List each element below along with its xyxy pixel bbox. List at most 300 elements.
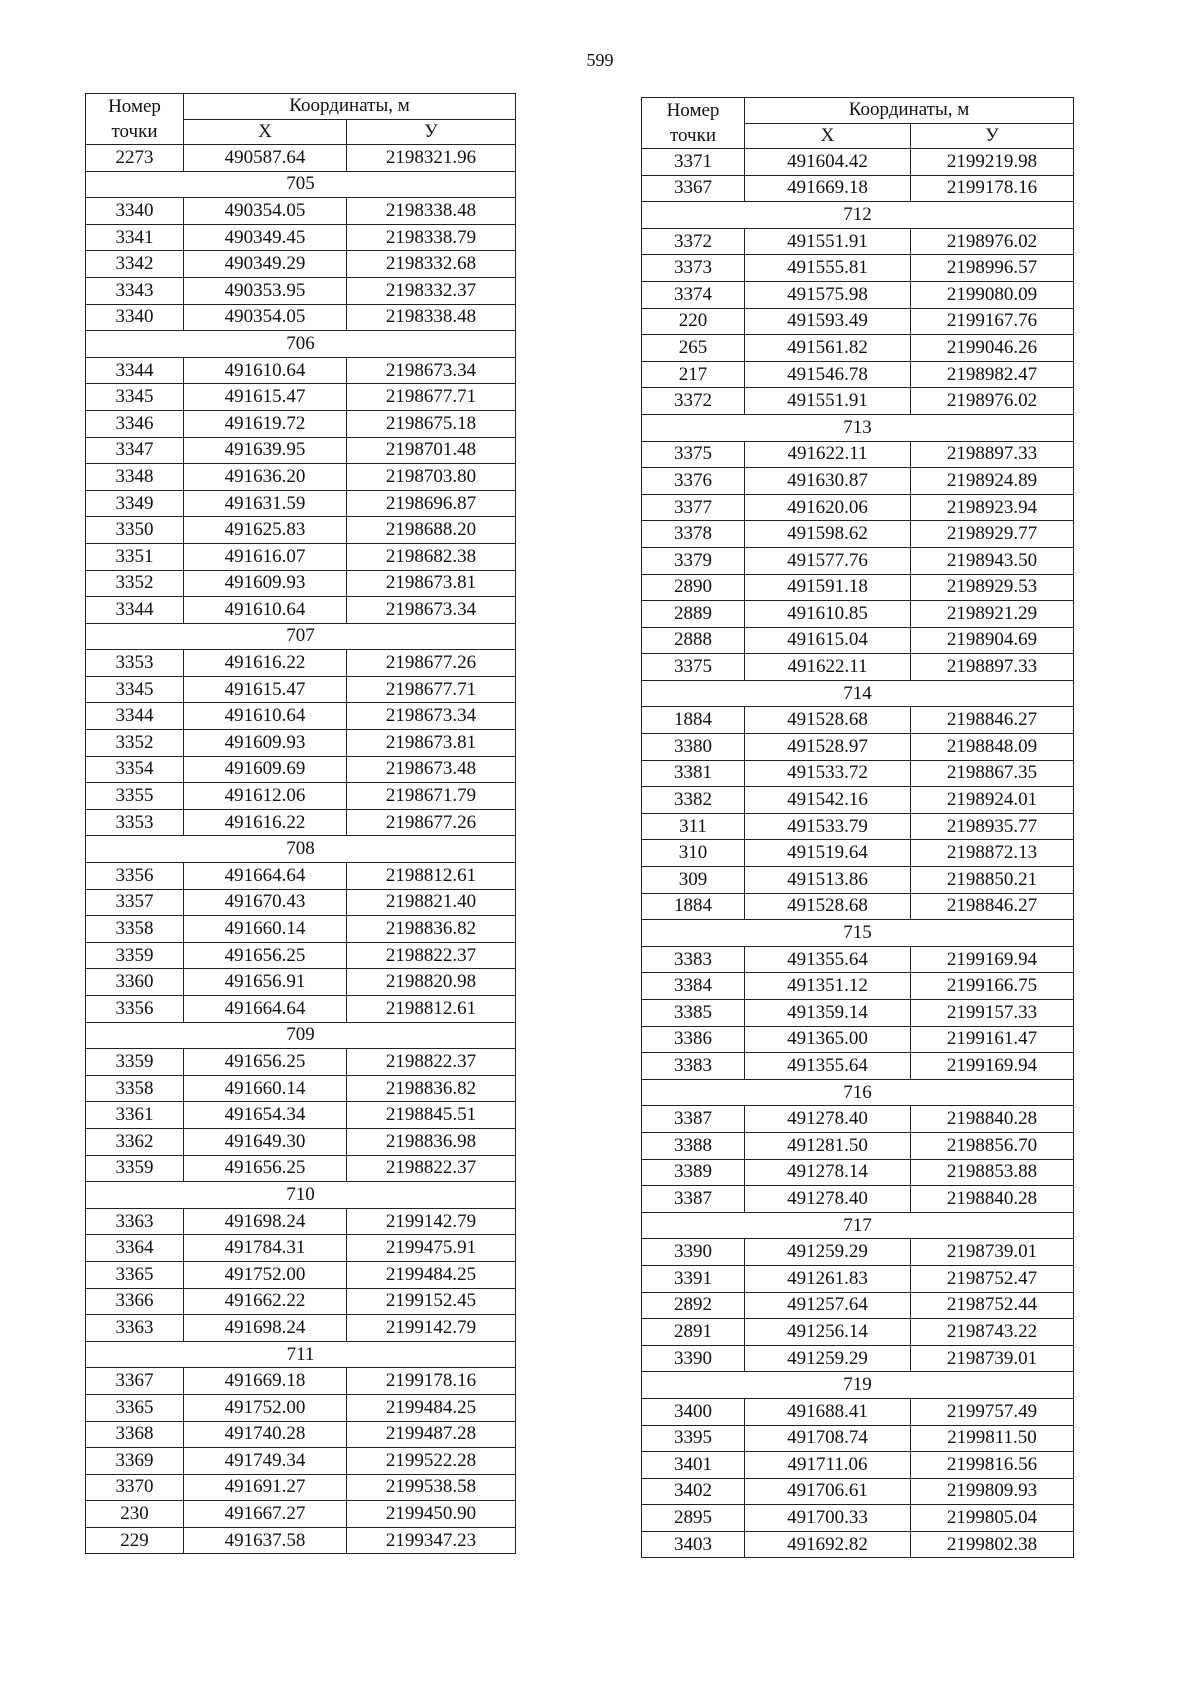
x-coordinate-cell: 491561.82 xyxy=(745,335,911,362)
y-coordinate-cell: 2199142.79 xyxy=(347,1208,516,1235)
point-number-header-line1: Номер xyxy=(666,100,720,121)
x-coordinate-cell: 491625.83 xyxy=(184,517,347,544)
y-coordinate-cell: 2199816.56 xyxy=(911,1452,1074,1479)
point-number-cell: 3377 xyxy=(642,494,745,521)
table-row xyxy=(642,1000,1074,1027)
point-number-cell: 3381 xyxy=(642,760,745,787)
y-coordinate-cell: 2198846.27 xyxy=(911,893,1074,920)
point-number-cell: 2888 xyxy=(642,627,745,654)
table-row xyxy=(86,1049,516,1076)
point-number-cell: 309 xyxy=(642,867,745,894)
x-coordinate-cell: 491691.27 xyxy=(184,1474,347,1501)
y-coordinate-cell: 2198821.40 xyxy=(347,889,516,916)
table-row xyxy=(86,384,516,411)
x-coordinate-cell: 491654.34 xyxy=(184,1102,347,1129)
table-row xyxy=(86,1075,516,1102)
table-row xyxy=(642,308,1074,335)
x-coordinate-cell: 491355.64 xyxy=(745,1053,911,1080)
point-number-cell: 3352 xyxy=(86,730,184,757)
point-number-cell: 3342 xyxy=(86,251,184,278)
point-number-cell: 3353 xyxy=(86,809,184,836)
x-coordinate-cell: 491669.18 xyxy=(184,1368,347,1395)
coordinates-table-left xyxy=(85,93,516,1554)
y-coordinate-cell: 2198332.68 xyxy=(347,251,516,278)
x-coordinate-cell: 491577.76 xyxy=(745,547,911,574)
point-number-cell: 3353 xyxy=(86,650,184,677)
y-coordinate-cell: 2198812.61 xyxy=(347,863,516,890)
x-coordinate-cell: 490349.45 xyxy=(184,224,347,251)
table-row xyxy=(642,1345,1074,1372)
table-row xyxy=(86,543,516,570)
point-number-cell: 3388 xyxy=(642,1132,745,1159)
x-coordinate-cell: 491639.95 xyxy=(184,437,347,464)
x-header: X xyxy=(745,123,911,149)
point-number-cell: 3373 xyxy=(642,255,745,282)
point-number-cell: 3359 xyxy=(86,1155,184,1182)
table-row xyxy=(86,1527,516,1554)
section-number: 709 xyxy=(86,1022,516,1049)
section-number: 713 xyxy=(642,414,1074,441)
table-row xyxy=(86,942,516,969)
y-coordinate-cell: 2198850.21 xyxy=(911,867,1074,894)
y-coordinate-cell: 2199522.28 xyxy=(347,1448,516,1475)
table-row xyxy=(86,464,516,491)
x-coordinate-cell: 491700.33 xyxy=(745,1505,911,1532)
y-coordinate-cell: 2199805.04 xyxy=(911,1505,1074,1532)
table-row xyxy=(642,760,1074,787)
section-number: 708 xyxy=(86,836,516,863)
point-number-cell: 3351 xyxy=(86,543,184,570)
x-coordinate-cell: 491278.40 xyxy=(745,1106,911,1133)
point-number-cell: 3363 xyxy=(86,1208,184,1235)
point-number-cell: 3383 xyxy=(642,946,745,973)
y-coordinate-cell: 2198752.47 xyxy=(911,1265,1074,1292)
point-number-cell: 3395 xyxy=(642,1425,745,1452)
point-number-cell: 3359 xyxy=(86,1049,184,1076)
x-coordinate-cell: 491615.47 xyxy=(184,676,347,703)
x-coordinate-cell: 491688.41 xyxy=(745,1398,911,1425)
x-coordinate-cell: 491656.25 xyxy=(184,1155,347,1182)
point-number-cell: 3375 xyxy=(642,441,745,468)
y-coordinate-cell: 2199142.79 xyxy=(347,1315,516,1342)
point-number-header xyxy=(86,94,184,145)
table-row xyxy=(86,1501,516,1528)
point-number-cell: 3359 xyxy=(86,942,184,969)
point-number-cell: 230 xyxy=(86,1501,184,1528)
section-row xyxy=(86,1341,516,1368)
table-row xyxy=(642,654,1074,681)
section-number: 719 xyxy=(642,1372,1074,1399)
y-header: У xyxy=(347,119,516,145)
x-coordinate-cell: 491610.64 xyxy=(184,703,347,730)
coordinates-table-right xyxy=(641,97,1074,1558)
point-number-cell: 3364 xyxy=(86,1235,184,1262)
table-row xyxy=(86,1368,516,1395)
x-coordinate-cell: 491619.72 xyxy=(184,410,347,437)
table-row xyxy=(642,1239,1074,1266)
point-number-cell: 3346 xyxy=(86,410,184,437)
table-row xyxy=(642,867,1074,894)
x-coordinate-cell: 491660.14 xyxy=(184,916,347,943)
x-coordinate-cell: 490353.95 xyxy=(184,277,347,304)
y-coordinate-cell: 2199178.16 xyxy=(911,175,1074,202)
x-coordinate-cell: 491533.79 xyxy=(745,813,911,840)
x-coordinate-cell: 491261.83 xyxy=(745,1265,911,1292)
x-coordinate-cell: 491598.62 xyxy=(745,521,911,548)
point-number-cell: 1884 xyxy=(642,707,745,734)
table-row xyxy=(642,1452,1074,1479)
point-number-cell: 3340 xyxy=(86,198,184,225)
table-row xyxy=(642,335,1074,362)
y-coordinate-cell: 2198897.33 xyxy=(911,654,1074,681)
y-coordinate-cell: 2198820.98 xyxy=(347,969,516,996)
x-coordinate-cell: 491664.64 xyxy=(184,863,347,890)
x-coordinate-cell: 491575.98 xyxy=(745,281,911,308)
point-number-cell: 3383 xyxy=(642,1053,745,1080)
point-number-cell: 3343 xyxy=(86,277,184,304)
y-coordinate-cell: 2198677.26 xyxy=(347,650,516,677)
table-row xyxy=(86,1288,516,1315)
y-coordinate-cell: 2198673.81 xyxy=(347,570,516,597)
section-row xyxy=(86,1022,516,1049)
table-row xyxy=(642,494,1074,521)
x-coordinate-cell: 491355.64 xyxy=(745,946,911,973)
point-number-cell: 3344 xyxy=(86,703,184,730)
point-number-cell: 3347 xyxy=(86,437,184,464)
coordinates-header: Координаты, м xyxy=(745,98,1074,124)
y-coordinate-cell: 2198332.37 xyxy=(347,277,516,304)
section-number: 710 xyxy=(86,1182,516,1209)
table-row xyxy=(642,1398,1074,1425)
x-coordinate-cell: 491708.74 xyxy=(745,1425,911,1452)
x-coordinate-cell: 491257.64 xyxy=(745,1292,911,1319)
y-coordinate-cell: 2198739.01 xyxy=(911,1345,1074,1372)
table-row xyxy=(86,1421,516,1448)
point-number-cell: 3345 xyxy=(86,676,184,703)
table-row xyxy=(642,1106,1074,1133)
table-row xyxy=(86,756,516,783)
table-row xyxy=(86,304,516,331)
x-coordinate-cell: 491670.43 xyxy=(184,889,347,916)
point-number-cell: 311 xyxy=(642,813,745,840)
y-coordinate-cell: 2198923.94 xyxy=(911,494,1074,521)
x-coordinate-cell: 491256.14 xyxy=(745,1319,911,1346)
y-coordinate-cell: 2198673.34 xyxy=(347,703,516,730)
point-number-cell: 217 xyxy=(642,361,745,388)
x-coordinate-cell: 491692.82 xyxy=(745,1531,911,1558)
section-row xyxy=(642,680,1074,707)
x-coordinate-cell: 490349.29 xyxy=(184,251,347,278)
point-number-cell: 2891 xyxy=(642,1319,745,1346)
y-coordinate-cell: 2198976.02 xyxy=(911,388,1074,415)
table-row xyxy=(642,441,1074,468)
point-number-cell: 3386 xyxy=(642,1026,745,1053)
table-row xyxy=(86,863,516,890)
y-coordinate-cell: 2199080.09 xyxy=(911,281,1074,308)
table-row xyxy=(642,1425,1074,1452)
x-coordinate-cell: 491555.81 xyxy=(745,255,911,282)
x-coordinate-cell: 491664.64 xyxy=(184,996,347,1023)
table-row xyxy=(86,1394,516,1421)
section-row xyxy=(642,1372,1074,1399)
point-number-cell: 3372 xyxy=(642,388,745,415)
y-coordinate-cell: 2199178.16 xyxy=(347,1368,516,1395)
x-coordinate-cell: 491669.18 xyxy=(745,175,911,202)
point-number-cell: 2273 xyxy=(86,145,184,172)
table-row xyxy=(642,361,1074,388)
point-number-cell: 3344 xyxy=(86,357,184,384)
point-number-cell: 3385 xyxy=(642,1000,745,1027)
point-number-cell: 3355 xyxy=(86,783,184,810)
point-number-cell: 3362 xyxy=(86,1128,184,1155)
y-coordinate-cell: 2199161.47 xyxy=(911,1026,1074,1053)
x-coordinate-cell: 491519.64 xyxy=(745,840,911,867)
y-coordinate-cell: 2198701.48 xyxy=(347,437,516,464)
y-coordinate-cell: 2198872.13 xyxy=(911,840,1074,867)
y-coordinate-cell: 2198338.79 xyxy=(347,224,516,251)
x-coordinate-cell: 491631.59 xyxy=(184,490,347,517)
x-coordinate-cell: 491593.49 xyxy=(745,308,911,335)
y-coordinate-cell: 2199538.58 xyxy=(347,1474,516,1501)
section-row xyxy=(642,202,1074,229)
point-number-cell: 3370 xyxy=(86,1474,184,1501)
y-coordinate-cell: 2198836.82 xyxy=(347,1075,516,1102)
x-coordinate-cell: 491528.68 xyxy=(745,707,911,734)
section-row xyxy=(86,171,516,198)
y-coordinate-cell: 2198673.34 xyxy=(347,357,516,384)
y-coordinate-cell: 2198976.02 xyxy=(911,228,1074,255)
y-coordinate-cell: 2199166.75 xyxy=(911,973,1074,1000)
x-coordinate-cell: 491636.20 xyxy=(184,464,347,491)
point-number-cell: 3403 xyxy=(642,1531,745,1558)
x-coordinate-cell: 491259.29 xyxy=(745,1345,911,1372)
table-row xyxy=(86,1235,516,1262)
table-row xyxy=(642,388,1074,415)
y-coordinate-cell: 2199152.45 xyxy=(347,1288,516,1315)
table-row xyxy=(86,277,516,304)
table-row xyxy=(86,1155,516,1182)
point-number-cell: 3350 xyxy=(86,517,184,544)
point-number-cell: 3374 xyxy=(642,281,745,308)
table-row xyxy=(86,889,516,916)
table-row xyxy=(642,627,1074,654)
y-coordinate-cell: 2198853.88 xyxy=(911,1159,1074,1186)
point-number-cell: 3402 xyxy=(642,1478,745,1505)
section-number: 716 xyxy=(642,1079,1074,1106)
x-coordinate-cell: 491656.91 xyxy=(184,969,347,996)
point-number-cell: 3382 xyxy=(642,787,745,814)
x-coordinate-cell: 491616.07 xyxy=(184,543,347,570)
x-coordinate-cell: 491546.78 xyxy=(745,361,911,388)
point-number-cell: 3372 xyxy=(642,228,745,255)
x-coordinate-cell: 491660.14 xyxy=(184,1075,347,1102)
point-number-cell: 3391 xyxy=(642,1265,745,1292)
table-row xyxy=(642,1505,1074,1532)
table-row xyxy=(642,1292,1074,1319)
y-coordinate-cell: 2198846.27 xyxy=(911,707,1074,734)
x-coordinate-cell: 491609.69 xyxy=(184,756,347,783)
section-number: 714 xyxy=(642,680,1074,707)
y-coordinate-cell: 2198673.48 xyxy=(347,756,516,783)
point-number-cell: 2889 xyxy=(642,601,745,628)
x-coordinate-cell: 491610.64 xyxy=(184,357,347,384)
table-row xyxy=(642,468,1074,495)
x-coordinate-cell: 491752.00 xyxy=(184,1394,347,1421)
y-coordinate-cell: 2198752.44 xyxy=(911,1292,1074,1319)
point-number-header-line2: точки xyxy=(111,121,158,142)
x-coordinate-cell: 490354.05 xyxy=(184,198,347,225)
x-coordinate-cell: 491662.22 xyxy=(184,1288,347,1315)
y-coordinate-cell: 2199484.25 xyxy=(347,1261,516,1288)
y-coordinate-cell: 2198840.28 xyxy=(911,1106,1074,1133)
point-number-cell: 310 xyxy=(642,840,745,867)
x-coordinate-cell: 491740.28 xyxy=(184,1421,347,1448)
x-coordinate-cell: 491637.58 xyxy=(184,1527,347,1554)
table-row xyxy=(86,1474,516,1501)
y-coordinate-cell: 2198982.47 xyxy=(911,361,1074,388)
point-number-cell: 3341 xyxy=(86,224,184,251)
y-coordinate-cell: 2198321.96 xyxy=(347,145,516,172)
point-number-cell: 3352 xyxy=(86,570,184,597)
y-coordinate-cell: 2198675.18 xyxy=(347,410,516,437)
y-coordinate-cell: 2198822.37 xyxy=(347,1049,516,1076)
table-row xyxy=(642,574,1074,601)
y-coordinate-cell: 2198696.87 xyxy=(347,490,516,517)
point-number-cell: 3367 xyxy=(86,1368,184,1395)
point-number-cell: 2892 xyxy=(642,1292,745,1319)
y-coordinate-cell: 2198338.48 xyxy=(347,198,516,225)
point-number-cell: 3340 xyxy=(86,304,184,331)
table-row xyxy=(642,149,1074,176)
point-number-cell: 3368 xyxy=(86,1421,184,1448)
table-row xyxy=(642,946,1074,973)
y-coordinate-cell: 2198677.71 xyxy=(347,676,516,703)
x-coordinate-cell: 491630.87 xyxy=(745,468,911,495)
point-number-cell: 3358 xyxy=(86,1075,184,1102)
y-coordinate-cell: 2199046.26 xyxy=(911,335,1074,362)
point-number-cell: 3356 xyxy=(86,863,184,890)
table-row xyxy=(642,1186,1074,1213)
table-row xyxy=(86,1102,516,1129)
y-coordinate-cell: 2199811.50 xyxy=(911,1425,1074,1452)
y-coordinate-cell: 2198924.89 xyxy=(911,468,1074,495)
section-row xyxy=(642,414,1074,441)
point-number-cell: 3348 xyxy=(86,464,184,491)
x-coordinate-cell: 491528.68 xyxy=(745,893,911,920)
x-coordinate-cell: 491784.31 xyxy=(184,1235,347,1262)
y-coordinate-cell: 2198929.53 xyxy=(911,574,1074,601)
y-coordinate-cell: 2198929.77 xyxy=(911,521,1074,548)
point-number-cell: 3380 xyxy=(642,734,745,761)
x-coordinate-cell: 491551.91 xyxy=(745,228,911,255)
point-number-cell: 3367 xyxy=(642,175,745,202)
x-coordinate-cell: 491542.16 xyxy=(745,787,911,814)
y-coordinate-cell: 2199347.23 xyxy=(347,1527,516,1554)
table-row xyxy=(642,601,1074,628)
y-coordinate-cell: 2198856.70 xyxy=(911,1132,1074,1159)
point-number-cell: 3401 xyxy=(642,1452,745,1479)
point-number-cell: 265 xyxy=(642,335,745,362)
x-coordinate-cell: 491591.18 xyxy=(745,574,911,601)
x-coordinate-cell: 491622.11 xyxy=(745,654,911,681)
point-number-cell: 3349 xyxy=(86,490,184,517)
table-row xyxy=(642,787,1074,814)
table-row xyxy=(86,437,516,464)
y-coordinate-cell: 2198848.09 xyxy=(911,734,1074,761)
section-number: 715 xyxy=(642,920,1074,947)
y-coordinate-cell: 2198703.80 xyxy=(347,464,516,491)
y-coordinate-cell: 2198677.71 xyxy=(347,384,516,411)
y-coordinate-cell: 2198897.33 xyxy=(911,441,1074,468)
point-number-cell: 3379 xyxy=(642,547,745,574)
x-coordinate-cell: 491259.29 xyxy=(745,1239,911,1266)
table-row xyxy=(642,521,1074,548)
table-row xyxy=(86,809,516,836)
y-coordinate-cell: 2198671.79 xyxy=(347,783,516,810)
y-coordinate-cell: 2198739.01 xyxy=(911,1239,1074,1266)
x-coordinate-cell: 491533.72 xyxy=(745,760,911,787)
table-row xyxy=(86,730,516,757)
x-coordinate-cell: 491615.04 xyxy=(745,627,911,654)
point-number-header-line1: Номер xyxy=(108,96,161,117)
section-row xyxy=(86,1182,516,1209)
table-row xyxy=(86,676,516,703)
x-coordinate-cell: 490354.05 xyxy=(184,304,347,331)
x-coordinate-cell: 491610.64 xyxy=(184,597,347,624)
table-row xyxy=(86,1128,516,1155)
x-coordinate-cell: 491604.42 xyxy=(745,149,911,176)
point-number-cell: 3361 xyxy=(86,1102,184,1129)
x-coordinate-cell: 491711.06 xyxy=(745,1452,911,1479)
y-coordinate-cell: 2198840.28 xyxy=(911,1186,1074,1213)
point-number-cell: 3358 xyxy=(86,916,184,943)
table-row xyxy=(86,916,516,943)
y-coordinate-cell: 2198677.26 xyxy=(347,809,516,836)
table-row xyxy=(86,490,516,517)
section-row xyxy=(642,1079,1074,1106)
point-number-cell: 3378 xyxy=(642,521,745,548)
x-coordinate-cell: 491610.85 xyxy=(745,601,911,628)
y-coordinate-cell: 2198673.34 xyxy=(347,597,516,624)
y-coordinate-cell: 2198836.82 xyxy=(347,916,516,943)
point-number-cell: 3360 xyxy=(86,969,184,996)
y-coordinate-cell: 2198836.98 xyxy=(347,1128,516,1155)
point-number-cell: 3371 xyxy=(642,149,745,176)
table-row xyxy=(642,1319,1074,1346)
y-coordinate-cell: 2198743.22 xyxy=(911,1319,1074,1346)
x-coordinate-cell: 491752.00 xyxy=(184,1261,347,1288)
x-coordinate-cell: 491609.93 xyxy=(184,570,347,597)
x-coordinate-cell: 491698.24 xyxy=(184,1208,347,1235)
point-number-cell: 3344 xyxy=(86,597,184,624)
point-number-cell: 3400 xyxy=(642,1398,745,1425)
x-coordinate-cell: 491616.22 xyxy=(184,809,347,836)
x-coordinate-cell: 491281.50 xyxy=(745,1132,911,1159)
section-number: 705 xyxy=(86,171,516,198)
table-row xyxy=(86,251,516,278)
section-number: 707 xyxy=(86,623,516,650)
x-coordinate-cell: 491278.14 xyxy=(745,1159,911,1186)
point-number-header xyxy=(642,98,745,149)
y-coordinate-cell: 2199487.28 xyxy=(347,1421,516,1448)
point-number-cell: 229 xyxy=(86,1527,184,1554)
x-coordinate-cell: 491622.11 xyxy=(745,441,911,468)
y-coordinate-cell: 2199802.38 xyxy=(911,1531,1074,1558)
x-coordinate-cell: 491698.24 xyxy=(184,1315,347,1342)
y-coordinate-cell: 2199484.25 xyxy=(347,1394,516,1421)
x-coordinate-cell: 491620.06 xyxy=(745,494,911,521)
table-row xyxy=(642,813,1074,840)
